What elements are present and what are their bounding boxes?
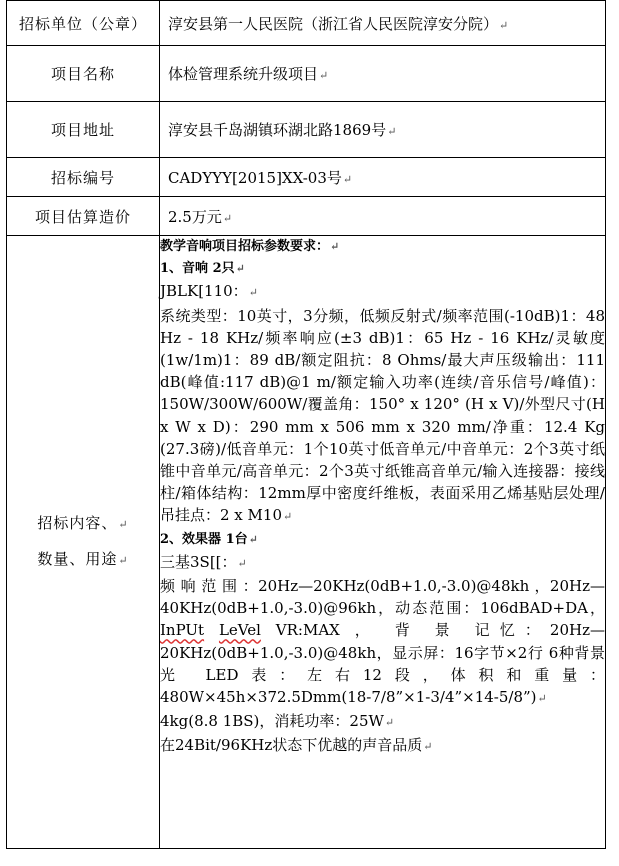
section-2-title: 2、效果器 1台↵ bbox=[160, 531, 258, 547]
estimated-cost-label: 项目估算造价 bbox=[7, 197, 160, 236]
level-word: LeVel bbox=[218, 621, 261, 640]
section-2-specs: 频 响 范 围 ：20Hz—20KHz(0dB+1.0,-3.0)@48kh ，20Hz—40KHz(0dB+1.0,-3.0)@96kh，动态范围：106dBAD+DA，InPUt LeVel VR:MAX ， 背 景 记忆：20Hz—20KHz(0dB+1.0,-3.0)@48kh，显示屏：16字节×2行 6种背景光 LED表：左右12段，体积和重量：480W×45h×372.5Dmm(18-7/8”×1-3/4”×14-5/8”)↵ bbox=[160, 577, 605, 707]
tender-content-label bbox=[7, 236, 160, 849]
tender-content-body bbox=[160, 236, 606, 849]
paragraph-mark-icon: ↵ bbox=[283, 510, 293, 524]
paragraph-mark-icon: ↵ bbox=[118, 518, 129, 531]
paragraph-mark-icon: ↵ bbox=[248, 286, 258, 300]
requirements-heading: 教学音响项目招标参数要求：↵ bbox=[160, 239, 340, 254]
section-2-weight: 4kg(8.8 1BS)，消耗功率：25W↵ bbox=[160, 712, 395, 731]
paragraph-mark-icon: ↵ bbox=[248, 532, 258, 546]
section-2-quality: 在24Bit/96KHz状态下优越的声音品质↵ bbox=[160, 736, 433, 755]
paragraph-mark-icon: ↵ bbox=[237, 556, 247, 570]
paragraph-mark-icon: ↵ bbox=[330, 240, 340, 253]
project-address-value: 淳安县千岛湖镇环湖北路1869号↵ bbox=[160, 102, 606, 158]
paragraph-mark-icon: ↵ bbox=[342, 172, 353, 186]
row-tender-code bbox=[7, 158, 606, 197]
row-tender-content bbox=[7, 236, 606, 849]
paragraph-mark-icon: ↵ bbox=[537, 692, 547, 706]
paragraph-mark-icon: ↵ bbox=[235, 262, 245, 276]
paragraph-mark-icon: ↵ bbox=[423, 740, 433, 754]
section-1-specs: 系统类型：10英寸，3分频，低频反射式/频率范围(-10dB)1：48 Hz - 18 KHz/频率响应(±3 dB)1：65 Hz - 16 KHz/灵敏度(1w/1m)1：89 dB/额定阻抗：8 Ohms/最大声压级输出：111 dB(峰值:117 dB)@1 m/额定输入功率(连续/音乐信号/峰值)：150W/300W/600W/覆盖角：150° x 120° (H x V)/外型尺寸(H x W x D)：290 mm x 506 mm x 320 mm/净重：12.4 Kg (27.3磅)/低音单元：1个10英寸低音单元/中音单元：2个3英寸纸锥中音单元/高音单元：2个3英寸纸锥高音单元/输入连接器：接线柱/箱体结构：12mm厚中密度纤维板，表面采用乙烯基贴层处理/吊挂点：2 x M10↵ bbox=[160, 306, 605, 525]
section-1-title: 1、音响 2只↵ bbox=[160, 261, 245, 277]
section-2-model: 三基3S[[：↵ bbox=[160, 552, 247, 571]
tender-info-table bbox=[6, 0, 606, 849]
row-project-address bbox=[7, 102, 606, 158]
tender-code-label: 招标编号 bbox=[7, 158, 160, 197]
row-estimated-cost bbox=[7, 197, 606, 236]
row-unit bbox=[7, 1, 606, 46]
tender-content-label-line2: 数量、用途↵ bbox=[37, 550, 129, 568]
unit-label: 招标单位（公章） bbox=[7, 1, 160, 46]
estimated-cost-value: 2.5万元↵ bbox=[160, 197, 606, 236]
project-name-label: 项目名称 bbox=[7, 46, 160, 102]
project-address-label: 项目地址 bbox=[7, 102, 160, 158]
paragraph-mark-icon: ↵ bbox=[499, 18, 509, 32]
paragraph-mark-icon: ↵ bbox=[387, 125, 397, 138]
input-word: InPUt bbox=[160, 621, 205, 640]
paragraph-mark-icon: ↵ bbox=[384, 716, 395, 730]
section-1-model: JBLK[110：↵ bbox=[160, 282, 258, 301]
tender-content-label-line1: 招标内容、↵ bbox=[37, 514, 129, 532]
paragraph-mark-icon: ↵ bbox=[222, 211, 233, 225]
project-name-value: 体检管理系统升级项目↵ bbox=[160, 46, 606, 102]
unit-value: 淳安县第一人民医院（浙江省人民医院淳安分院）↵ bbox=[160, 1, 606, 46]
row-project-name bbox=[7, 46, 606, 102]
paragraph-mark-icon: ↵ bbox=[319, 69, 329, 82]
paragraph-mark-icon: ↵ bbox=[118, 554, 129, 567]
tender-code-value: CADYYY[2015]XX-03号↵ bbox=[160, 158, 606, 197]
